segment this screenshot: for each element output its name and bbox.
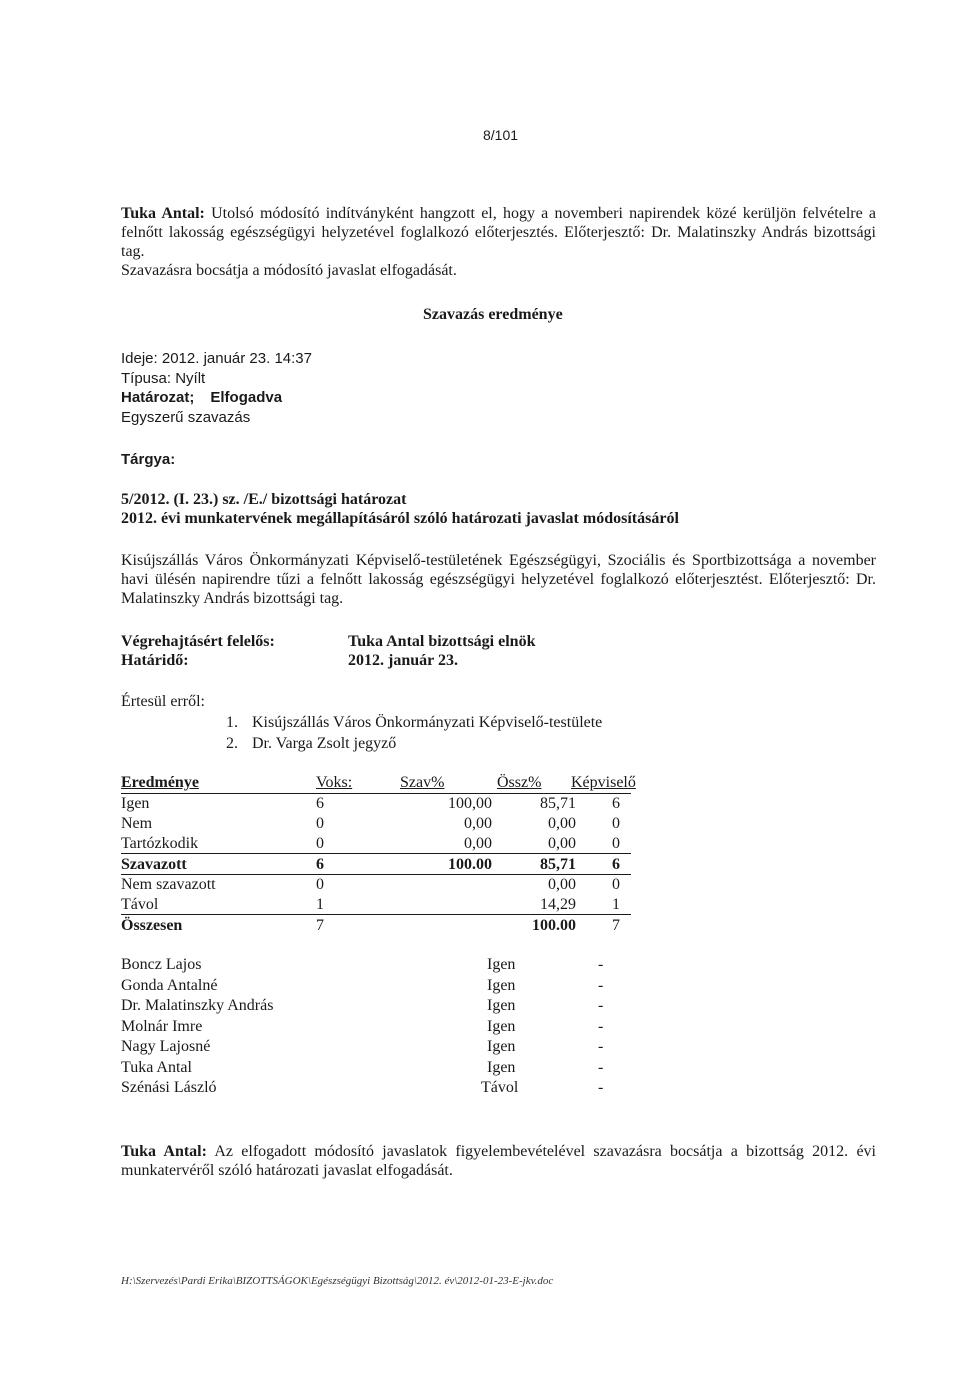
table-cell-voks: 6 <box>316 795 324 812</box>
member-mark: - <box>598 997 604 1014</box>
member-mark: - <box>598 977 604 994</box>
member-name: Szénási László <box>121 1079 217 1096</box>
member-vote: Igen <box>487 956 516 973</box>
table-cell-voks: 6 <box>316 856 324 873</box>
notify-label: Értesül erről: <box>121 693 205 710</box>
table-row-label: Szavazott <box>121 856 187 873</box>
closing-speaker: Tuka Antal: <box>121 1143 207 1160</box>
table-cell-szav: 100.00 <box>448 856 492 873</box>
col-header-ossz: Össz% <box>497 774 542 791</box>
member-vote: Igen <box>487 1018 516 1035</box>
responsible-label: Végrehajtásért felelős: <box>121 633 275 650</box>
table-cell-voks: 0 <box>316 815 324 832</box>
body-paragraph <box>121 551 876 608</box>
member-vote: Igen <box>487 997 516 1014</box>
table-row-label: Távol <box>121 896 159 913</box>
member-mark: - <box>598 1079 604 1096</box>
member-mark: - <box>598 956 604 973</box>
intro-paragraph <box>121 204 876 280</box>
vote-type: Típusa: Nyílt <box>121 369 206 387</box>
table-cell-ossz: 0,00 <box>548 815 576 832</box>
table-cell-szav: 0,00 <box>464 835 492 852</box>
member-name: Molnár Imre <box>121 1018 203 1035</box>
table-cell-ossz: 0,00 <box>548 876 576 893</box>
member-vote: Igen <box>487 1038 516 1055</box>
member-vote: Távol <box>481 1079 519 1096</box>
subject-title: 2012. évi munkatervének megállapításáról szóló határozati javaslat módosításáról <box>121 510 679 527</box>
deadline-value: 2012. január 23. <box>348 652 458 669</box>
decision-label: Határozat; <box>121 389 195 406</box>
member-name: Dr. Malatinszky András <box>121 997 274 1014</box>
footer-file-path: H:\Szervezés\Pardi Erika\BIZOTTSÁGOK\Egészségügyi Bizottság\2012. év\2012-01-23-E-jkv.doc <box>121 1275 554 1287</box>
table-row-label: Tartózkodik <box>121 835 199 852</box>
member-mark: - <box>598 1038 604 1055</box>
table-cell-ossz: 85,71 <box>540 856 576 873</box>
notify-item-1: 1. Kisújszállás Város Önkormányzati Képviselő-testülete <box>226 714 603 731</box>
table-cell-voks: 7 <box>316 917 324 934</box>
table-cell-kep: 0 <box>612 835 620 852</box>
notify-list <box>226 712 602 754</box>
member-vote: Igen <box>487 977 516 994</box>
intro-speaker: Tuka Antal: <box>121 205 205 222</box>
vote-date: Ideje: 2012. január 23. 14:37 <box>121 350 312 367</box>
responsible-labels <box>121 632 275 670</box>
col-header-kep: Képviselő <box>571 774 636 791</box>
vote-mode: Egyszerű szavazás <box>121 408 251 426</box>
table-row-label: Összesen <box>121 917 183 934</box>
member-mark: - <box>598 1018 604 1035</box>
closing-text: Az elfogadott módosító javaslatok figyelembevételével szavazásra bocsátja a bizottság 2012. évi munkatervéről szóló határozati javaslat elfogadását. <box>121 1143 876 1179</box>
row-divider <box>121 853 631 854</box>
row-divider <box>121 914 631 915</box>
table-cell-kep: 0 <box>612 876 620 893</box>
col-header-result: Eredménye <box>121 774 199 791</box>
vote-info <box>121 349 312 427</box>
col-header-szav: Szav% <box>400 774 445 791</box>
table-cell-voks: 1 <box>316 896 324 913</box>
responsible-value: Tuka Antal bizottsági elnök <box>348 633 536 650</box>
table-cell-szav: 0,00 <box>464 815 492 832</box>
subject-block <box>121 490 679 528</box>
member-name: Boncz Lajos <box>121 956 202 973</box>
member-mark: - <box>598 1059 604 1076</box>
member-name: Gonda Antalné <box>121 977 218 994</box>
vote-decision <box>121 388 312 408</box>
table-cell-kep: 1 <box>612 896 620 913</box>
notify-item-2: 2. Dr. Varga Zsolt jegyző <box>226 735 397 752</box>
row-divider <box>121 874 631 875</box>
header-underline <box>121 793 631 794</box>
body-text: Kisújszállás Város Önkormányzati Képviselő-testületének Egészségügyi, Szociális és Sportbizottsága a november havi ülésén napirendre tűzi a felnőtt lakosság egészségügyi helyzetével foglalkozó előterjesztést. Előterjesztő: Dr. Malatinszky András bizottsági tag. <box>121 552 876 607</box>
vote-header: Szavazás eredménye <box>423 306 563 323</box>
subject-label: Tárgya: <box>121 451 176 468</box>
subject-ref: 5/2012. (I. 23.) sz. /E./ bizottsági határozat <box>121 491 407 508</box>
table-cell-ossz: 85,71 <box>540 795 576 812</box>
decision-result: Elfogadva <box>210 389 283 406</box>
table-cell-voks: 0 <box>316 835 324 852</box>
table-cell-ossz: 0,00 <box>548 835 576 852</box>
page-number: 8/101 <box>483 127 519 143</box>
table-cell-szav: 100,00 <box>448 795 492 812</box>
member-name: Tuka Antal <box>121 1059 192 1076</box>
table-cell-voks: 0 <box>316 876 324 893</box>
table-cell-kep: 6 <box>612 856 620 873</box>
intro-text: Utolsó módosító indítványként hangzott el, hogy a novemberi napirendek közé kerüljön felvételre a felnőtt lakosság egészségügyi helyzetével foglalkozó előterjesztés. Előterjesztő: Dr. Malatinszky András bizottsági tag. <box>121 205 876 260</box>
member-name: Nagy Lajosné <box>121 1038 211 1055</box>
intro-line2: Szavazásra bocsátja a módosító javaslat elfogadását. <box>121 262 457 279</box>
table-cell-kep: 7 <box>612 917 620 934</box>
table-cell-kep: 6 <box>612 795 620 812</box>
responsible-values <box>348 632 535 670</box>
member-vote: Igen <box>487 1059 516 1076</box>
deadline-label: Határidő: <box>121 652 189 669</box>
table-row-label: Nem szavazott <box>121 876 216 893</box>
closing-paragraph <box>121 1142 876 1180</box>
table-cell-ossz: 14,29 <box>540 896 576 913</box>
table-cell-ossz: 100.00 <box>532 917 576 934</box>
table-cell-kep: 0 <box>612 815 620 832</box>
table-row-label: Igen <box>121 795 150 812</box>
table-row-label: Nem <box>121 815 153 832</box>
col-header-voks: Voks: <box>316 774 353 791</box>
